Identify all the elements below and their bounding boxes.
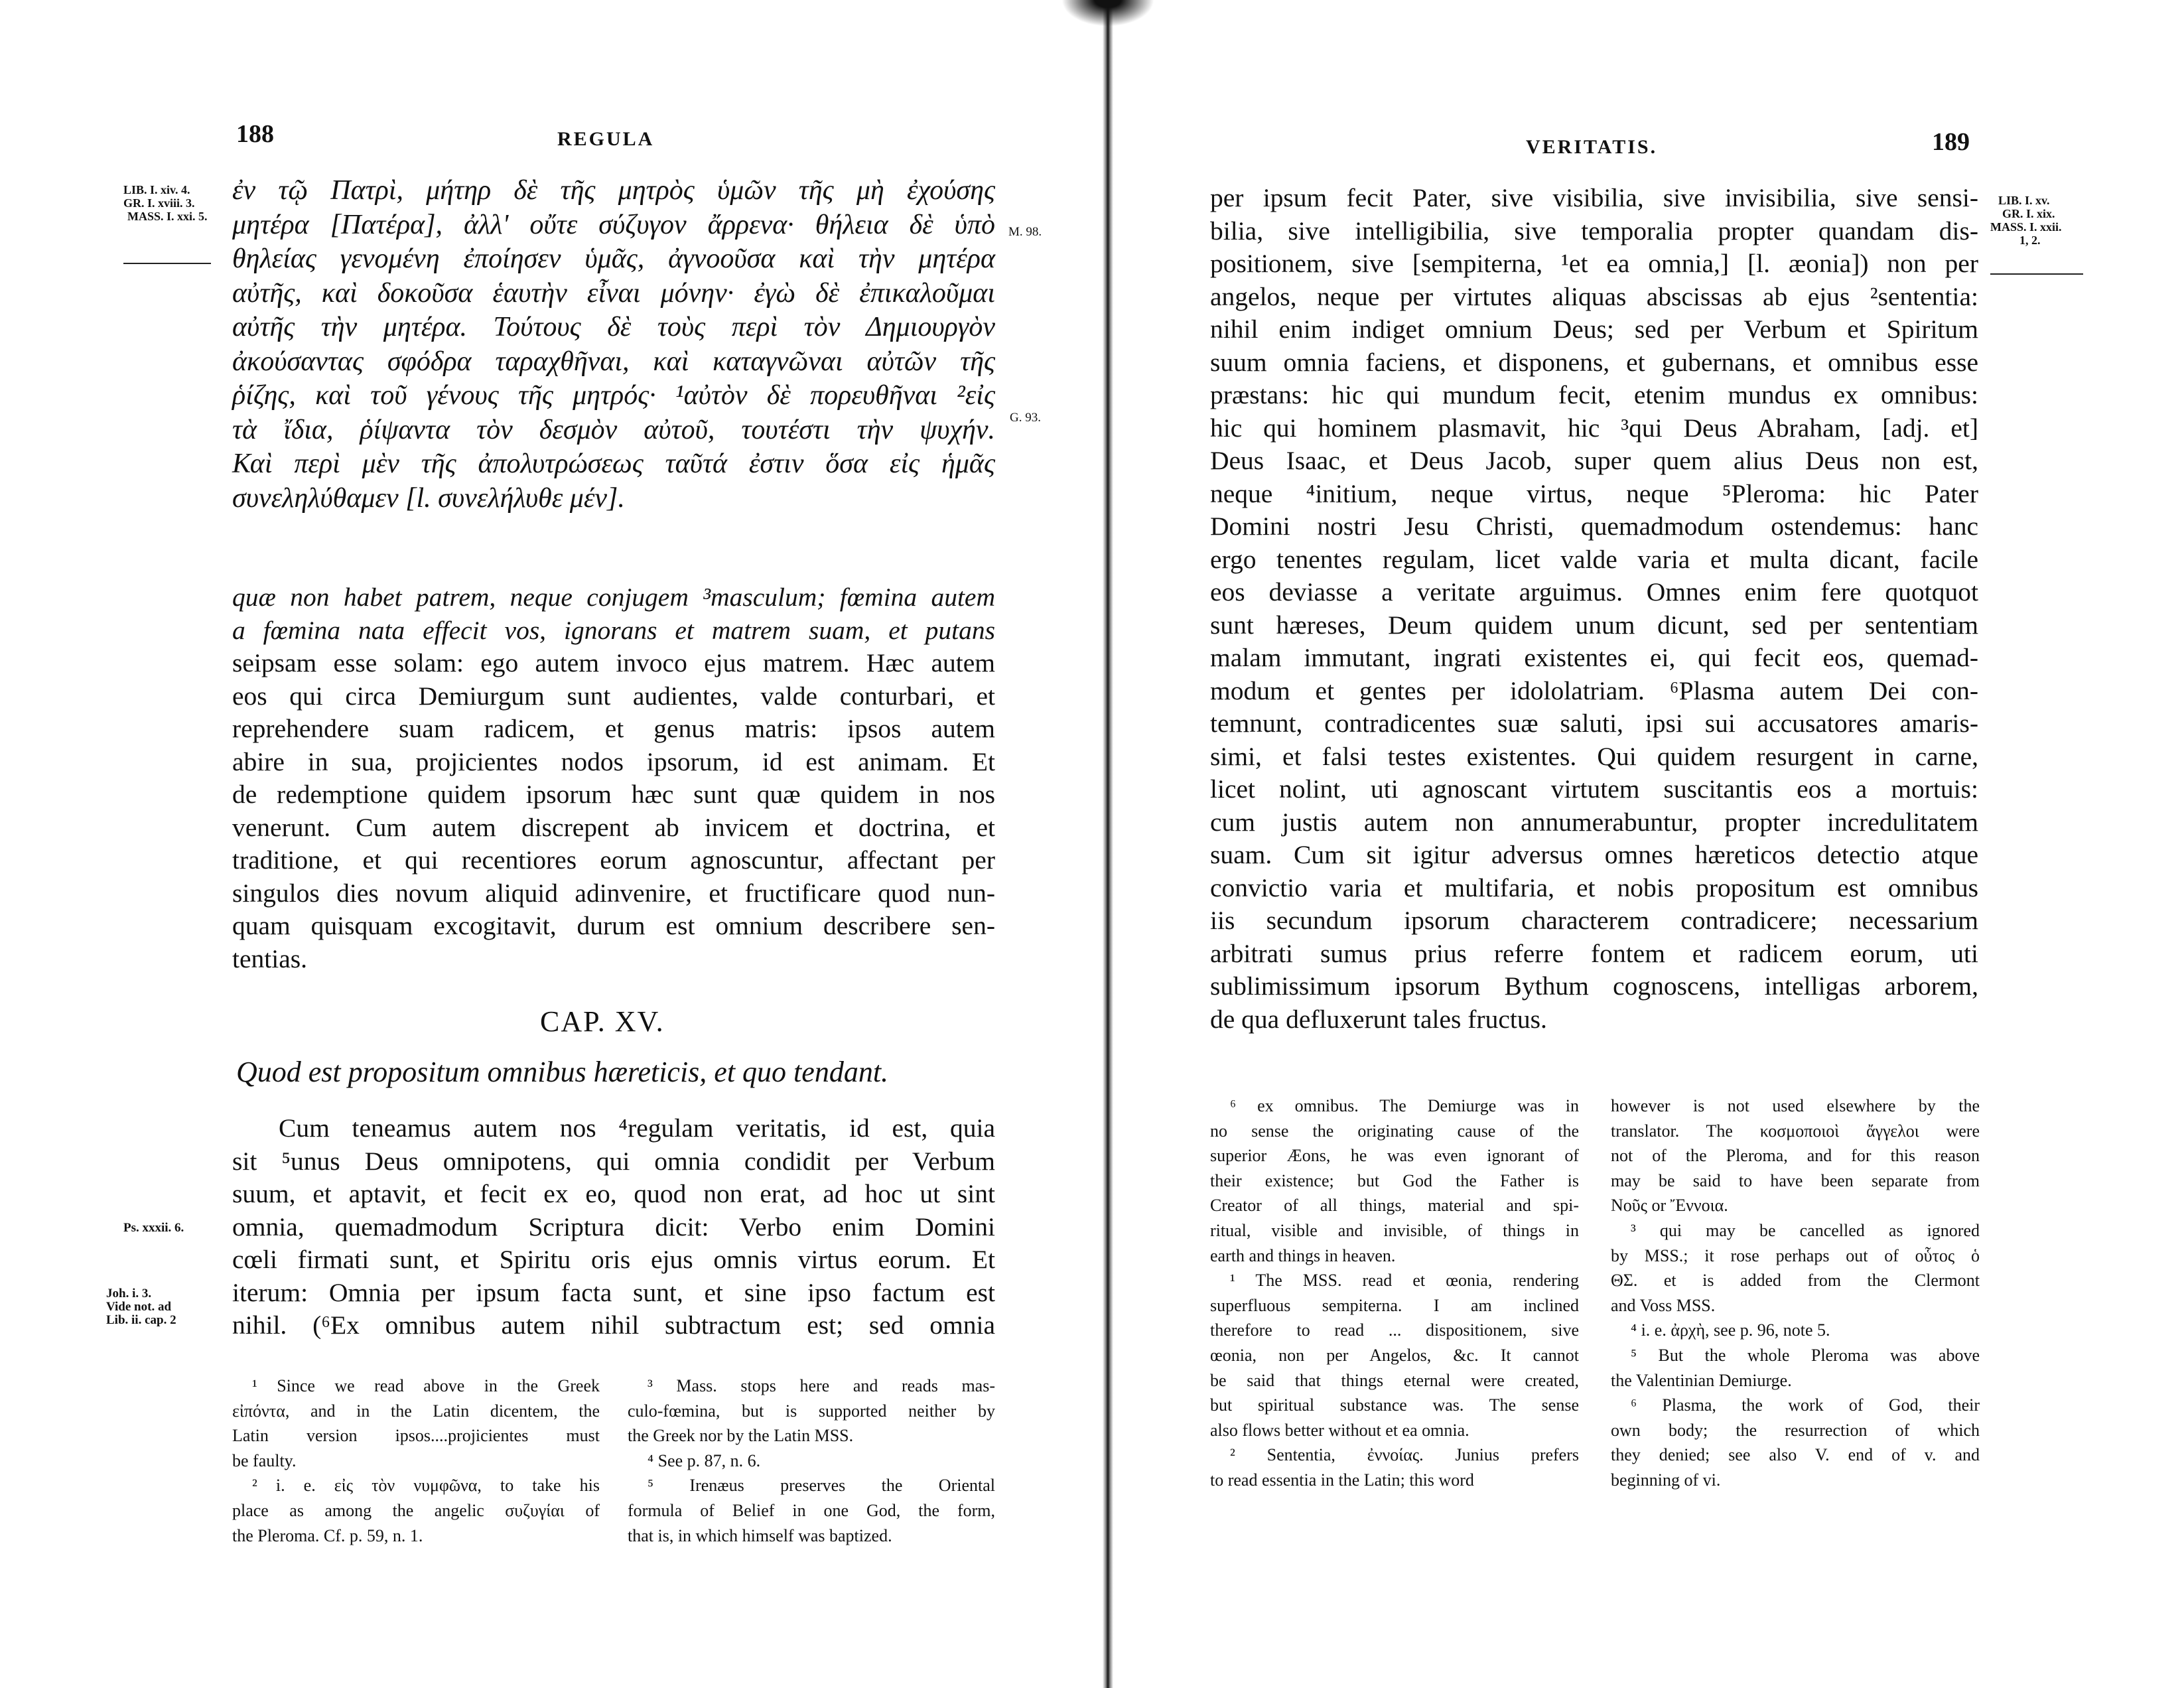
right-running-head: VERITATIS.	[1526, 136, 1658, 158]
left-margin-rule	[123, 263, 211, 264]
left-running-head: REGULA	[557, 128, 655, 150]
latin-text: quæ non habet patrem, neque conjugem ³masculum; fœmina autem a fœmina nata effecit vos, ignorans et matrem suam, et putans seipsam esse solam: ego autem invoco ejus matrem. Hæc autem eos qui circa Demiurgum sunt audientes, valde conturbari, et reprehendere suam radicem, et genus matris: ipsos autem abire in sua, projicientes nodos ipsorum, id est animam. Et de redemptione quidem ipsorum hæc sunt quæ quidem in nos venerunt. Cum autem discrepent ab invicem et doctrina, et traditione, et qui recentiores eorum agnoscuntur, affectant per singulos dies novum aliquid adinvenire, et fructificare quod nun- quam quisquam excogitavit, durum est omnium describere sen- tentias.	[232, 583, 995, 973]
chapter-text: Cum teneamus autem nos ⁴regulam veritatis, id est, quia sit ⁵unus Deus omnipotens, qui omnia condidit per Verbum suum, et aptavit, et fecit ex eo, quod non erat, ad hoc ut sint omnia, quemadmodum Scriptura dicit: Verbo enim Domini cœli firmati sunt, et Spiritu oris ejus omnis virtus eorum. Et iterum: Omnia per ipsum facta sunt, et sine ipso factum est nihil. (⁶Ex omnibus autem nihil subtractum est; sed omnia	[232, 1113, 995, 1340]
chapter-number: CAP. XV.	[540, 1005, 665, 1038]
right-page-number: 189	[1932, 128, 1970, 156]
margin-joh: Joh. i. 3. Vide not. ad Lib. ii. cap. 2	[106, 1287, 176, 1327]
greek-text: ἐν τῷ Πατρὶ, μήτηρ δὲ τῆς μητρὸς ὑμῶν τῆς μὴ ἐχούσης μητέρα [Πατέρα], ἀλλ' οὔτε σύζυγον ἄρρενα· θήλεια δὲ ὑπὸ θηλείας γενομένη ἐποίησεν ὑμᾶς, ἀγνοοῦσα καὶ τὴν μητέρα αὐτῆς, καὶ δοκοῦσα ἑαυτὴν εἶναι μόνην· ἐγὼ δὲ ἐπικαλοῦμαι αὐτῆς τὴν μητέρα. Τούτους δὲ τοὺς περὶ τὸν Δημιουργὸν ἀκούσαντας σφόδρα ταραχθῆναι, καὶ καταγνῶναι αὐτῶν τῆς ῥίζης, καὶ τοῦ γένους τῆς μητρός· ¹αὐτὸν δὲ πορευθῆναι ²εἰς τὰ ἴδια, ῥίψαντα τὸν δεσμὸν αὐτοῦ, τουτέστι τὴν ψυχήν. Καὶ περὶ μὲν τῆς ἀπολυτρώσεως ταῦτά ἐστιν ὅσα εἰς ἡμᾶς συνεληλύθαμεν [l. συνελήλυθε μέν].	[232, 175, 995, 514]
left-page	[0, 0, 1088, 1688]
left-margin-refs: LIB. I. xiv. 4. GR. I. xviii. 3. MASS. I. xxi. 5.	[123, 183, 208, 223]
left-footnotes-col1: ¹ Since we read above in the Greek εἰπόντα, and in the Latin dicentem, the Latin version ipsos....projicientes must be faulty. ² i. e. εἰς τὸν νυμφῶνα, to take his place as among the angelic συζυγίαι of the Pleroma. Cf. p. 59, n. 1.	[232, 1376, 600, 1545]
left-footnotes-col2: ³ Mass. stops here and reads mas- culo-fœmina, but is supported neither by the Greek nor by the Latin MSS. ⁴ See p. 87, n. 6. ⁵ Irenæus preserves the Oriental formula of Belief in one God, the form, that is, in which himself was baptized.	[628, 1376, 995, 1545]
right-footnotes-col1: ⁶ ex omnibus. The Demiurge was in no sense the originating cause of the superior Æons, he was even ignorant of their existence; but God the Father is Creator of all things, material and spi- ritual, visible and invisible, of things in earth and things in heaven. ¹ The MSS. read et œonia, rendering superfluous sempiterna. I am inclined therefore to read ... dispositionem, sive œonia, non per Angelos, &c. It cannot be said that things eternal were created, but spiritual substance was. The sense also flows better without et ea omnia. ² Sententia, ἐννοίας. Junius prefers to read essentia in the Latin; this word	[1210, 1096, 1579, 1490]
right-footnotes-col2: however is not used elsewhere by the translator. The κοσμοποιοὶ ἄγγελοι were not of the Pleroma, and for this reason may be said to have been separate from Νοῦς or Ἔννοια. ³ qui may be cancelled as ignored by MSS.; it rose perhaps out of οὗτος ὁ ΘΣ. et is added from the Clermont and Voss MSS. ⁴ i. e. ἀρχὴ, see p. 96, note 5. ⁵ But the whole Pleroma was above the Valentinian Demiurge. ⁶ Plasma, the work of God, their own body; the resurrection of which they denied; see also V. end of v. and beginning of vi.	[1611, 1096, 1980, 1490]
chapter-title: Quod est propositum omnibus hæreticis, et quo tendant.	[236, 1056, 889, 1088]
book-spine	[1103, 0, 1113, 1688]
right-margin-rule	[1990, 273, 2083, 275]
right-text: per ipsum fecit Pater, sive visibilia, sive invisibilia, sive sensi- bilia, sive intelligibilia, sive temporalia propter quandam dis- positionem, sive [sempiterna, ¹et ea omnia,] [l. æonia]) non per angelos, neque per virtutes aliquas abscissas ab ejus ²sententia: nihil enim indiget omnium Deus; sed per Verbum et Spiritum suum omnia faciens, et disponens, et gubernans, et omnibus esse præstans: hic qui mundum fecit, etenim mundus ex omnibus: hic qui hominem plasmavit, hic ³qui Deus Abraham, [adj. et] Deus Isaac, et Deus Jacob, super quem alius Deus non est, neque ⁴initium, neque virtus, neque ⁵Pleroma: hic Pater Domini nostri Jesu Christi, quemadmodum ostendemus: hanc ergo tenentes regulam, licet valde varia et multa dicant, facile eos deviasse a veritate arguimus. Omnes enim fere quotquot sunt hæreses, Deum quidem unum dicunt, sed per sententiam malam immutant, ingrati existentes ei, qui fecit eos, quemad- modum et gentes per idololatriam. ⁶Plasma autem Dei con- temnunt, contradicentes suæ saluti, ipsi sui accusatores amaris- simi, et falsi testes existentes. Qui quidem resurgent in carne, licet nolint, uti agnoscant virtutem suscitantis eos a mortuis: cum justis autem non annumerabuntur, propter incredulitatem suam. Cum sit igitur adversus omnes hæreticos detectio atque convictio varia et multifaria, et nobis propositum est omnibus iis secundum ipsorum characterem contradicere; necessarium arbitrati sumus prius referre fontem et radicem eorum, uti sublimissimum ipsorum Bythum cognoscens, intelligas arborem, de qua defluxerunt tales fructus.	[1210, 183, 1978, 1034]
left-page-number: 188	[236, 120, 274, 148]
right-page	[1128, 0, 2184, 1688]
right-margin-refs: LIB. I. xv. GR. I. xix. MASS. I. xxii. 1, 2.	[1990, 194, 2062, 247]
margin-m98: M. 98.	[1008, 225, 1042, 239]
margin-g93: G. 93.	[1010, 411, 1041, 425]
margin-ps: Ps. xxxii. 6.	[123, 1221, 184, 1235]
